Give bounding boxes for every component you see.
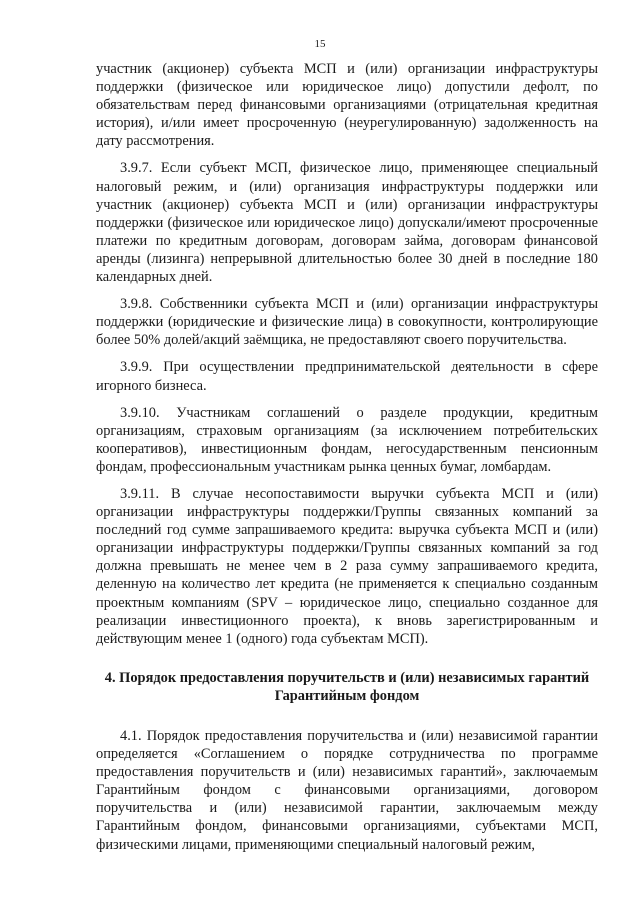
section-heading: 4. Порядок предоставления поручительств и (или) независимых гарантий Гарантийным фондом xyxy=(104,669,590,704)
paragraph-3-9-7: 3.9.7. Если субъект МСП, физическое лицо, применяющее специальный налоговый режим, и (или) организация инфраструктуры поддержки или участник (акционер) субъекта МСП и (или) организации инфраструктуры поддержки (физическое или юридическое лицо) допускали/имеют просроченные платежи по кредитным договорам, договорам займа, договорам финансовой аренды (лизинга) непрерывной длительностью более 30 дней в последние 180 календарных дней. xyxy=(96,160,598,286)
paragraph-continuation: участник (акционер) субъекта МСП и (или) организации инфраструктуры поддержки (физическое или юридическое лицо) допустили дефолт, по обязательствам перед финансовыми организациями (отрицательная кредитная история), и/или имеет просроченную (неурегулированную) задолженность на дату рассмотрения. xyxy=(96,61,598,150)
page-number: 15 xyxy=(314,38,326,50)
document-body xyxy=(96,60,598,863)
paragraph-4-1: 4.1. Порядок предоставления поручительства и (или) независимой гарантии определяется «Соглашением о порядке сотрудничества по программе предоставления поручительств и (или) независимых гарантий», заключаемым Гарантийным фондом с финансовыми организациями, договором поручительства и (или) независимой гарантии, заключаемым между Гарантийным фондом, финансовыми организациями, субъектами МСП, физическими лицами, применяющими специальный налоговый режим, xyxy=(96,728,598,853)
paragraph-3-9-8: 3.9.8. Собственники субъекта МСП и (или) организации инфраструктуры поддержки (юридические и физические лица) в совокупности, контролирующие более 50% долей/акций заёмщика, не предоставляют своего поручительства. xyxy=(96,296,598,349)
paragraph-3-9-9: 3.9.9. При осуществлении предпринимательской деятельности в сфере игорного бизнеса. xyxy=(96,359,598,394)
paragraph-3-9-10: 3.9.10. Участникам соглашений о разделе продукции, кредитным организациям, страховым организациям (за исключением потребительских кооперативов), инвестиционным фондам, негосударственным пенсионным фондам, профессиональным участникам рынка ценных бумаг, ломбардам. xyxy=(96,404,598,475)
paragraph-3-9-11: 3.9.11. В случае несопоставимости выручки субъекта МСП и (или) организации инфраструктуры поддержки/Группы связанных компаний за последний год сумме запрашиваемого кредита: выручка субъекта МСП и (или) организации инфраструктуры поддержки/Группы связанных компаний за год должна превышать не менее чем в 2 раза сумму запрашиваемого кредита, деленную на количество лет кредита (не применяется к специально созданным проектным компаниям (SPV – юридическое лицо, специально созданное для реализации инвестиционного проекта), к вновь зарегистрированным и действующим менее 1 (одного) года субъектам МСП). xyxy=(96,485,598,647)
